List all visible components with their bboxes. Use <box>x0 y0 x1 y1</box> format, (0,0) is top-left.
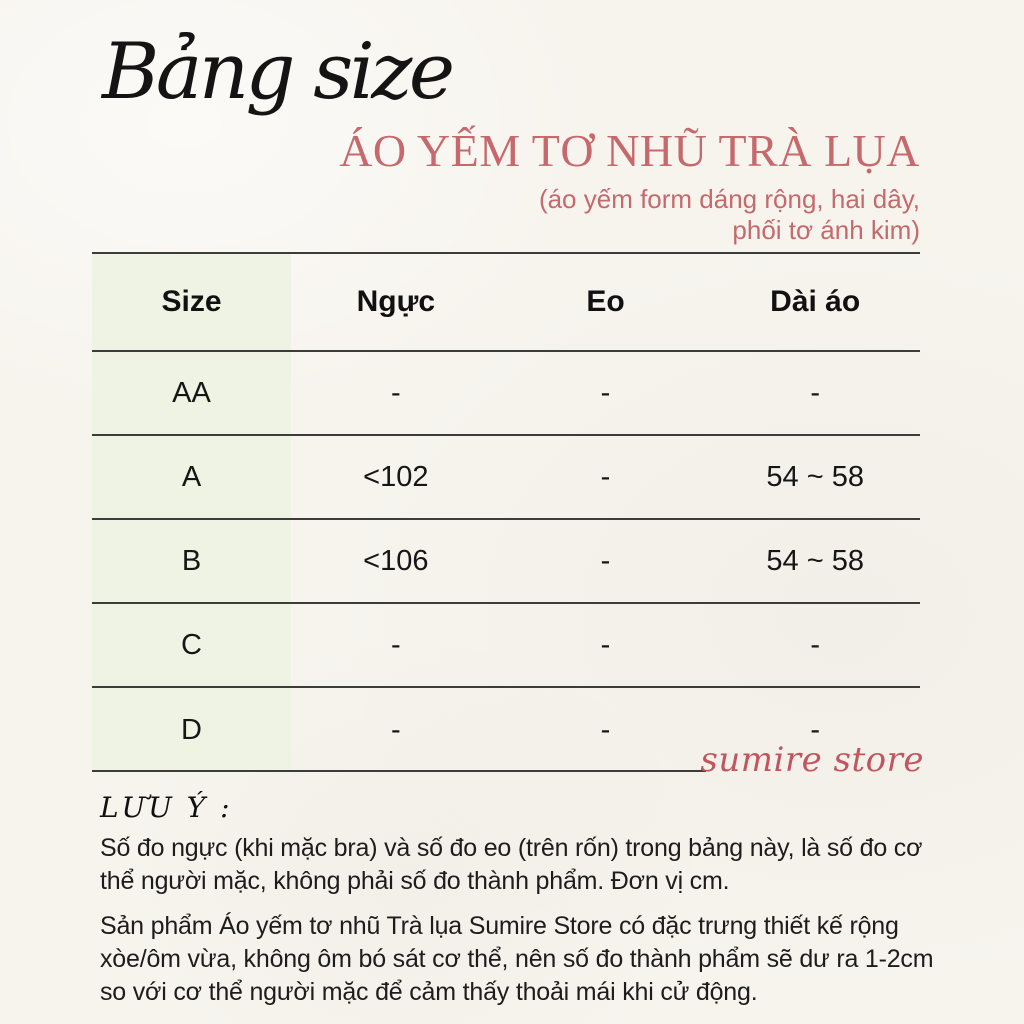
notes-section <box>100 792 936 1009</box>
cell-size: A <box>92 436 291 518</box>
product-title: ÁO YẾM TƠ NHŨ TRÀ LỤA <box>339 125 920 176</box>
cell-eo: - <box>600 713 611 746</box>
product-subtitle-line-2: phối tơ ánh kim) <box>732 215 920 245</box>
cell-size: B <box>92 520 291 602</box>
cell-nguc: <102 <box>363 460 429 493</box>
size-table <box>92 252 920 772</box>
cell-dai-ao: 54 ~ 58 <box>766 544 864 577</box>
cell-dai-ao: 54 ~ 58 <box>766 460 864 493</box>
cell-dai-ao: - <box>810 628 821 661</box>
brand-signature: sumire store <box>700 740 924 780</box>
column-header-nguc: Ngực <box>356 285 436 318</box>
notes-heading: LƯU Ý : <box>100 791 233 824</box>
table-row-c <box>92 604 920 688</box>
column-header-size: Size <box>92 254 291 350</box>
cell-size: AA <box>92 352 291 434</box>
table-header-row <box>92 254 920 352</box>
table-row-b <box>92 520 920 604</box>
cell-size: D <box>92 688 291 772</box>
table-bottom-divider <box>92 770 706 772</box>
column-header-dai-ao: Dài áo <box>770 285 861 318</box>
cell-size: C <box>92 604 291 686</box>
note-paragraph-2: Sản phẩm Áo yếm tơ nhũ Trà lụa Sumire Store có đặc trưng thiết kế rộng xòe/ôm vừa, không ôm bó sát cơ thể, nên số đo thành phẩm sẽ dư ra 1-2cm so với cơ thể người mặc để cảm thấy thoải mái khi cử động. <box>100 912 934 1006</box>
column-header-eo: Eo <box>586 285 625 318</box>
cell-nguc: - <box>391 628 401 661</box>
cell-dai-ao: - <box>810 713 821 746</box>
cell-eo: - <box>600 376 611 409</box>
cell-nguc: - <box>391 713 401 746</box>
cell-eo: - <box>600 544 611 577</box>
table-row-a <box>92 436 920 520</box>
cell-dai-ao: - <box>810 376 821 409</box>
product-subtitle <box>539 184 920 246</box>
table-row-aa <box>92 352 920 436</box>
product-subtitle-line-1: (áo yếm form dáng rộng, hai dây, <box>538 184 920 214</box>
note-paragraph-1: Số đo ngực (khi mặc bra) và số đo eo (trên rốn) trong bảng này, là số đo cơ thể người mặc, không phải số đo thành phẩm. Đơn vị cm. <box>100 834 923 895</box>
page-title: Bảng size <box>102 27 452 117</box>
cell-eo: - <box>600 628 611 661</box>
cell-nguc: - <box>391 376 401 409</box>
cell-eo: - <box>600 460 611 493</box>
cell-nguc: <106 <box>363 544 429 577</box>
